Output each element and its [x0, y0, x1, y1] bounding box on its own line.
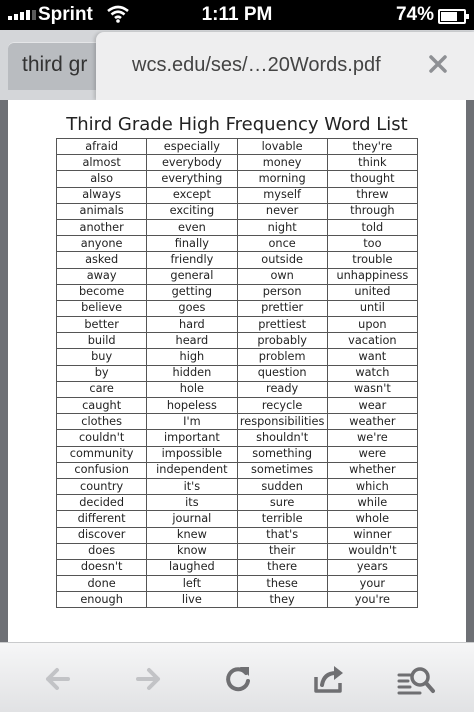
word-cell: prettiest — [237, 317, 327, 333]
word-cell: sure — [237, 495, 327, 511]
word-cell: high — [147, 349, 237, 365]
word-cell: money — [237, 155, 327, 171]
word-cell: knew — [147, 527, 237, 543]
word-cell: different — [57, 511, 147, 527]
word-cell: even — [147, 219, 237, 235]
word-cell: winner — [327, 527, 417, 543]
word-cell: whether — [327, 462, 417, 478]
word-cell: unhappiness — [327, 268, 417, 284]
word-cell: your — [327, 576, 417, 592]
word-cell: problem — [237, 349, 327, 365]
tab-pdf-active[interactable] — [96, 32, 474, 100]
word-cell: caught — [57, 398, 147, 414]
word-cell: laughed — [147, 559, 237, 575]
word-cell: you're — [327, 592, 417, 608]
word-cell: sudden — [237, 478, 327, 494]
word-cell: never — [237, 203, 327, 219]
table-row — [57, 381, 418, 397]
word-cell: night — [237, 219, 327, 235]
word-cell: know — [147, 543, 237, 559]
table-row — [57, 495, 418, 511]
table-row — [57, 576, 418, 592]
word-cell: journal — [147, 511, 237, 527]
word-cell: which — [327, 478, 417, 494]
word-cell: outside — [237, 252, 327, 268]
word-cell: its — [147, 495, 237, 511]
word-cell: everything — [147, 171, 237, 187]
word-cell: hopeless — [147, 398, 237, 414]
table-row — [57, 592, 418, 608]
close-tab-icon[interactable] — [424, 50, 452, 78]
word-cell: better — [57, 317, 147, 333]
word-cell: these — [237, 576, 327, 592]
back-arrow-icon[interactable] — [38, 661, 78, 697]
word-cell: another — [57, 219, 147, 235]
word-cell: want — [327, 349, 417, 365]
word-cell: they're — [327, 139, 417, 155]
word-cell: while — [327, 495, 417, 511]
word-cell: clothes — [57, 414, 147, 430]
word-cell: asked — [57, 252, 147, 268]
word-list-table — [56, 138, 418, 608]
word-cell: years — [327, 559, 417, 575]
word-cell: friendly — [147, 252, 237, 268]
table-row — [57, 511, 418, 527]
word-cell: shouldn't — [237, 430, 327, 446]
table-row — [57, 559, 418, 575]
word-cell: once — [237, 236, 327, 252]
word-cell: general — [147, 268, 237, 284]
table-row — [57, 333, 418, 349]
word-cell: discover — [57, 527, 147, 543]
table-row — [57, 300, 418, 316]
word-cell: everybody — [147, 155, 237, 171]
word-cell: getting — [147, 284, 237, 300]
word-cell: especially — [147, 139, 237, 155]
word-cell: responsibilities — [237, 414, 327, 430]
word-cell: ready — [237, 381, 327, 397]
word-cell: away — [57, 268, 147, 284]
word-cell: united — [327, 284, 417, 300]
find-in-page-icon[interactable] — [396, 661, 436, 697]
word-cell: think — [327, 155, 417, 171]
word-cell: buy — [57, 349, 147, 365]
word-cell: finally — [147, 236, 237, 252]
word-cell: confusion — [57, 462, 147, 478]
word-cell: anyone — [57, 236, 147, 252]
word-cell: believe — [57, 300, 147, 316]
word-cell: except — [147, 187, 237, 203]
word-cell: also — [57, 171, 147, 187]
word-cell: enough — [57, 592, 147, 608]
word-cell: does — [57, 543, 147, 559]
word-cell: probably — [237, 333, 327, 349]
word-cell: couldn't — [57, 430, 147, 446]
battery-percent: 74% — [395, 4, 434, 25]
word-cell: wouldn't — [327, 543, 417, 559]
word-cell: prettier — [237, 300, 327, 316]
word-cell: impossible — [147, 446, 237, 462]
word-cell: afraid — [57, 139, 147, 155]
word-cell: watch — [327, 365, 417, 381]
word-cell: doesn't — [57, 559, 147, 575]
word-cell: care — [57, 381, 147, 397]
tab-label: third gr — [22, 53, 88, 76]
word-cell: trouble — [327, 252, 417, 268]
tab-bar — [0, 30, 474, 100]
table-row — [57, 446, 418, 462]
word-cell: country — [57, 478, 147, 494]
word-cell: were — [327, 446, 417, 462]
word-cell: left — [147, 576, 237, 592]
status-bar — [0, 0, 474, 30]
word-cell: there — [237, 559, 327, 575]
table-row — [57, 171, 418, 187]
tab-third-grade[interactable] — [8, 42, 102, 90]
word-cell: by — [57, 365, 147, 381]
word-cell: question — [237, 365, 327, 381]
word-cell: done — [57, 576, 147, 592]
table-row — [57, 478, 418, 494]
word-cell: independent — [147, 462, 237, 478]
document-title: Third Grade High Frequency Word List — [66, 114, 408, 135]
page-viewport[interactable] — [0, 100, 474, 642]
table-row — [57, 543, 418, 559]
word-cell: they — [237, 592, 327, 608]
table-row — [57, 462, 418, 478]
word-cell: I'm — [147, 414, 237, 430]
word-cell: important — [147, 430, 237, 446]
word-cell: always — [57, 187, 147, 203]
table-row — [57, 430, 418, 446]
word-cell: through — [327, 203, 417, 219]
word-cell: own — [237, 268, 327, 284]
word-cell: build — [57, 333, 147, 349]
word-cell: goes — [147, 300, 237, 316]
clock: 1:11 PM — [201, 4, 273, 25]
table-row — [57, 187, 418, 203]
word-cell: morning — [237, 171, 327, 187]
table-row — [57, 284, 418, 300]
word-cell: upon — [327, 317, 417, 333]
word-cell: exciting — [147, 203, 237, 219]
table-row — [57, 236, 418, 252]
word-cell: told — [327, 219, 417, 235]
word-cell: become — [57, 284, 147, 300]
word-cell: until — [327, 300, 417, 316]
word-cell: whole — [327, 511, 417, 527]
word-cell: we're — [327, 430, 417, 446]
browser-toolbar — [0, 642, 474, 712]
table-row — [57, 365, 418, 381]
table-row — [57, 349, 418, 365]
word-cell: animals — [57, 203, 147, 219]
word-cell: community — [57, 446, 147, 462]
table-row — [57, 139, 418, 155]
word-cell: hard — [147, 317, 237, 333]
battery-icon — [438, 9, 466, 24]
word-cell: person — [237, 284, 327, 300]
word-cell: sometimes — [237, 462, 327, 478]
word-cell: vacation — [327, 333, 417, 349]
carrier-name: Sprint — [38, 4, 93, 25]
tab-url-label: wcs.edu/ses/…20Words.pdf — [132, 54, 381, 76]
word-cell: it's — [147, 478, 237, 494]
word-cell: myself — [237, 187, 327, 203]
word-cell: live — [147, 592, 237, 608]
forward-arrow-icon[interactable] — [128, 661, 168, 697]
word-cell: weather — [327, 414, 417, 430]
table-row — [57, 398, 418, 414]
table-row — [57, 527, 418, 543]
share-icon[interactable] — [308, 661, 348, 697]
word-cell: hidden — [147, 365, 237, 381]
table-row — [57, 252, 418, 268]
word-cell: lovable — [237, 139, 327, 155]
table-row — [57, 268, 418, 284]
word-cell: that's — [237, 527, 327, 543]
word-cell: something — [237, 446, 327, 462]
reload-icon[interactable] — [218, 661, 258, 697]
table-row — [57, 155, 418, 171]
word-cell: too — [327, 236, 417, 252]
word-cell: thought — [327, 171, 417, 187]
word-cell: almost — [57, 155, 147, 171]
word-cell: decided — [57, 495, 147, 511]
word-cell: heard — [147, 333, 237, 349]
word-cell: wasn't — [327, 381, 417, 397]
word-cell: terrible — [237, 511, 327, 527]
table-row — [57, 219, 418, 235]
table-row — [57, 317, 418, 333]
word-cell: recycle — [237, 398, 327, 414]
word-cell: threw — [327, 187, 417, 203]
word-cell: wear — [327, 398, 417, 414]
word-cell: hole — [147, 381, 237, 397]
table-row — [57, 203, 418, 219]
word-cell: their — [237, 543, 327, 559]
table-row — [57, 414, 418, 430]
